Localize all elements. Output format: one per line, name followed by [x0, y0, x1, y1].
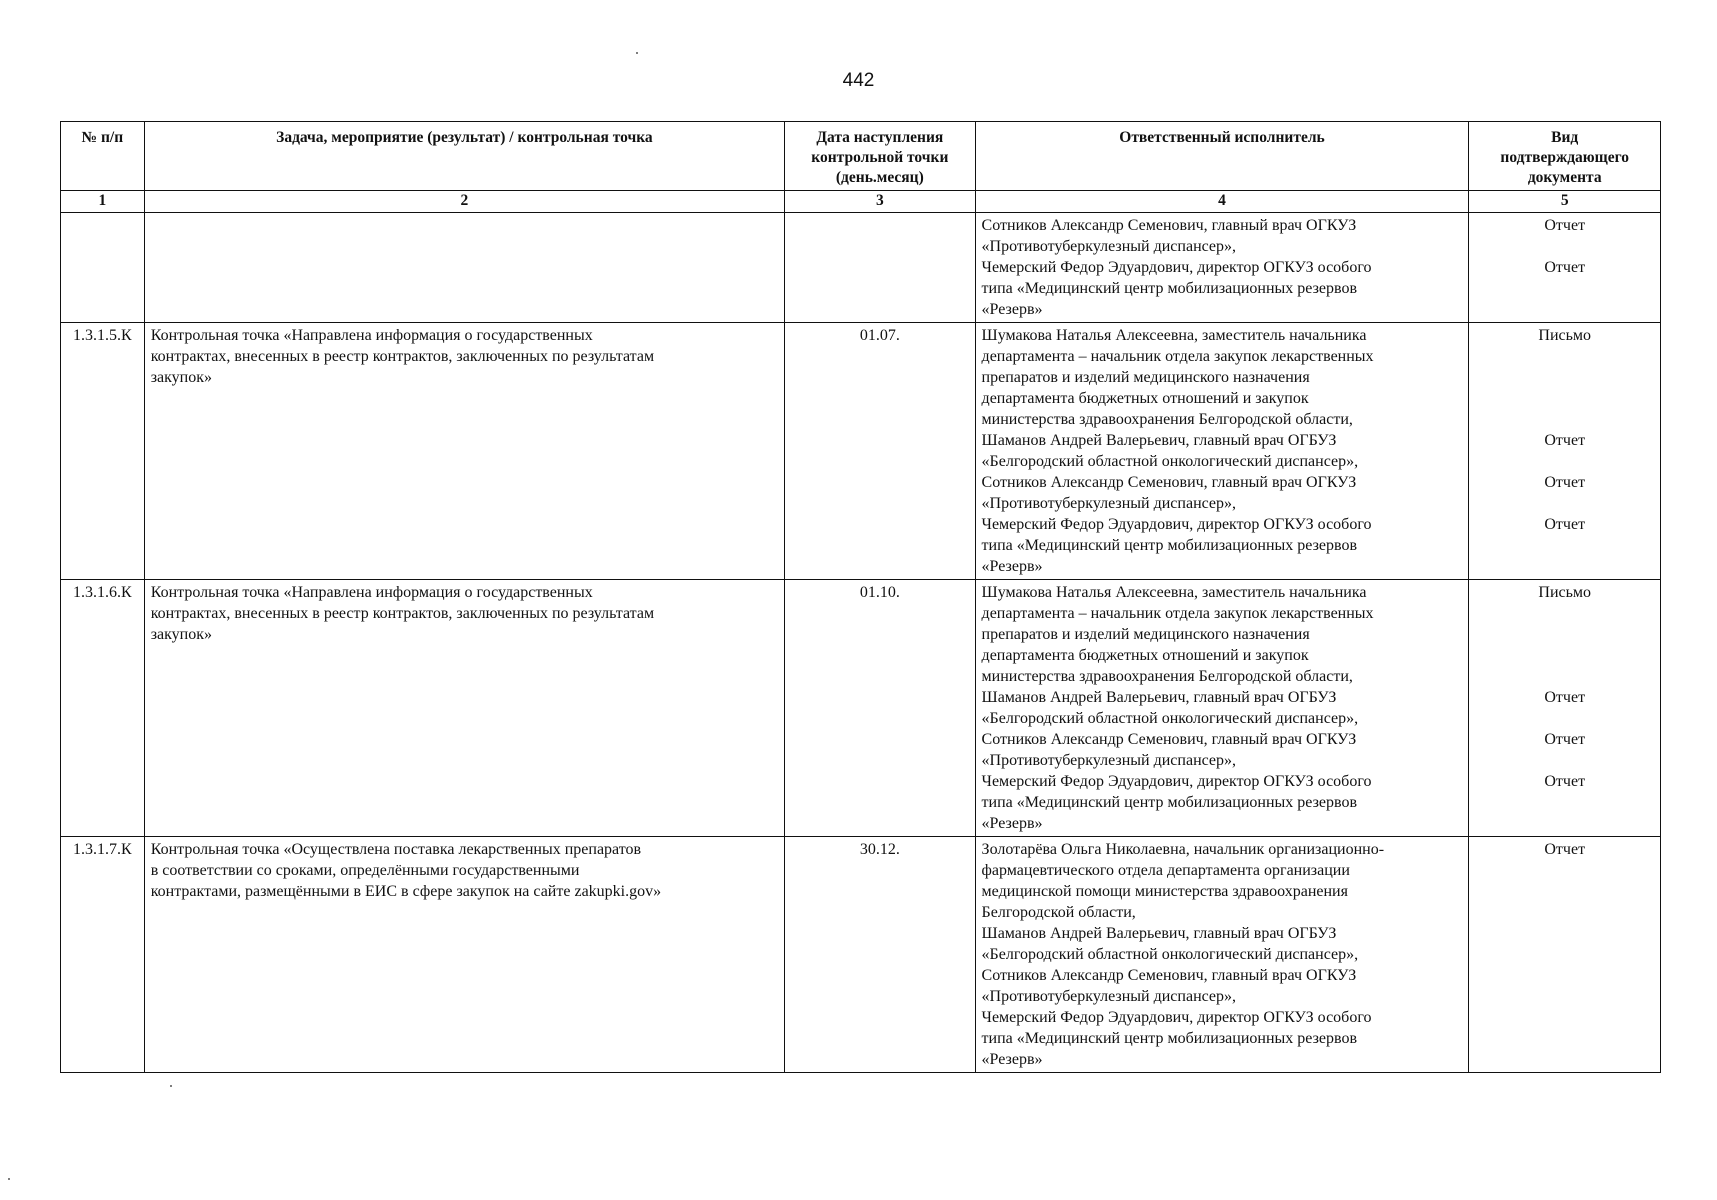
doc-type-spacer [1475, 535, 1654, 556]
page-number: 442 [842, 70, 875, 91]
table-row [61, 580, 1661, 837]
doc-type-spacer [1475, 603, 1654, 624]
control-date [785, 213, 975, 323]
executor-text-line: «Противотуберкулезный диспансер», [981, 238, 1237, 255]
scan-speck [636, 52, 638, 54]
executor-text-line: «Белгородский областной онкологический диспансер», [981, 946, 1359, 963]
doc-type-spacer [1475, 278, 1654, 299]
task-text-line: Контрольная точка «Осуществлена поставка лекарственных препаратов [150, 841, 642, 858]
doc-type-cell [1469, 580, 1661, 837]
executor-text-line: департамента – начальник отдела закупок лекарственных [981, 348, 1374, 365]
doc-type-spacer [1475, 860, 1654, 881]
doc-type-spacer [1475, 923, 1654, 944]
doc-type-spacer [1475, 299, 1654, 320]
executor-text-line: «Резерв» [981, 558, 1043, 575]
task-text-line: закупок» [150, 369, 213, 386]
header-doc-type [1469, 122, 1661, 191]
executor-text-line: Шаманов Андрей Валерьевич, главный врач ОГБУЗ [981, 925, 1337, 942]
executor-text-line: «Противотуберкулезный диспансер», [981, 495, 1237, 512]
doc-type-spacer [1475, 556, 1654, 577]
doc-type-spacer [1475, 236, 1654, 257]
header-doc-type-line: документа [1527, 169, 1602, 186]
doc-type-label: Отчет [1544, 731, 1586, 748]
doc-type-spacer [1475, 346, 1654, 367]
control-date: 30.12. [785, 837, 975, 1073]
executor-cell [975, 580, 1469, 837]
table-body [61, 213, 1661, 1073]
executor-text-line: Золотарёва Ольга Николаевна, начальник организационно- [981, 841, 1385, 858]
doc-type-spacer [1475, 813, 1654, 834]
executor-text-line: Чемерский Федор Эдуардович, директор ОГКУЗ особого [981, 773, 1372, 790]
executor-text-line: Сотников Александр Семенович, главный врач ОГКУЗ [981, 967, 1357, 984]
task-text-line: Контрольная точка «Направлена информация о государственных [150, 584, 593, 601]
doc-type-label: Отчет [1544, 689, 1586, 706]
column-number: 5 [1469, 191, 1661, 213]
task-cell [144, 323, 784, 580]
doc-type-spacer [1475, 750, 1654, 771]
doc-type-spacer [1475, 708, 1654, 729]
executor-text-line: Шаманов Андрей Валерьевич, главный врач ОГБУЗ [981, 689, 1337, 706]
doc-type-label: Отчет [1544, 841, 1586, 858]
doc-type-spacer [1475, 624, 1654, 645]
executor-text-line: «Противотуберкулезный диспансер», [981, 752, 1237, 769]
doc-type-spacer [1475, 666, 1654, 687]
task-cell [144, 213, 784, 323]
table-header-row [61, 122, 1661, 191]
executor-text-line: Чемерский Федор Эдуардович, директор ОГКУЗ особого [981, 259, 1372, 276]
row-number: 1.3.1.6.К [61, 580, 145, 837]
executor-text-line: «Белгородский областной онкологический диспансер», [981, 710, 1359, 727]
executor-text-line: Шумакова Наталья Алексеевна, заместитель начальника [981, 584, 1367, 601]
doc-type-spacer [1475, 388, 1654, 409]
scan-speck [8, 1178, 10, 1180]
header-date-line: контрольной точки [811, 149, 949, 166]
executor-text-line: Сотников Александр Семенович, главный врач ОГКУЗ [981, 731, 1357, 748]
row-number: 1.3.1.7.К [61, 837, 145, 1073]
executor-text-line: «Белгородский областной онкологический диспансер», [981, 453, 1359, 470]
executor-text-line: Шумакова Наталья Алексеевна, заместитель начальника [981, 327, 1367, 344]
table-row [61, 323, 1661, 580]
column-number: 1 [61, 191, 145, 213]
executor-text-line: департамента бюджетных отношений и закупок [981, 647, 1309, 664]
control-date: 01.10. [785, 580, 975, 837]
header-date-line: Дата наступления [816, 129, 944, 146]
doc-type-spacer [1475, 944, 1654, 965]
executor-text-line: «Резерв» [981, 815, 1043, 832]
executor-text-line: типа «Медицинский центр мобилизационных резервов [981, 1030, 1357, 1047]
task-text-line: в соответствии со сроками, определёнными государственными [150, 862, 580, 879]
table-row [61, 213, 1661, 323]
executor-text-line: Сотников Александр Семенович, главный врач ОГКУЗ [981, 474, 1357, 491]
doc-type-cell [1469, 837, 1661, 1073]
doc-type-spacer [1475, 986, 1654, 1007]
doc-type-cell [1469, 323, 1661, 580]
task-cell [144, 837, 784, 1073]
header-executor: Ответственный исполнитель [975, 122, 1469, 191]
doc-type-label: Отчет [1544, 217, 1586, 234]
doc-type-spacer [1475, 645, 1654, 666]
header-doc-type-line: подтверждающего [1500, 149, 1630, 166]
scan-speck [170, 1085, 172, 1087]
doc-type-spacer [1475, 451, 1654, 472]
task-cell [144, 580, 784, 837]
control-date: 01.07. [785, 323, 975, 580]
doc-type-spacer [1475, 367, 1654, 388]
row-number [61, 213, 145, 323]
executor-cell [975, 323, 1469, 580]
executor-text-line: «Противотуберкулезный диспансер», [981, 988, 1237, 1005]
executor-text-line: «Резерв» [981, 1051, 1043, 1068]
executor-cell [975, 213, 1469, 323]
header-date [785, 122, 975, 191]
doc-type-spacer [1475, 1007, 1654, 1028]
doc-type-label: Письмо [1538, 584, 1592, 601]
task-text-line: контрактами, размещёнными в ЕИС в сфере закупок на сайте zakupki.gov» [150, 883, 662, 900]
doc-type-spacer [1475, 792, 1654, 813]
executor-text-line: министерства здравоохранения Белгородской области, [981, 668, 1353, 685]
executor-text-line: Чемерский Федор Эдуардович, директор ОГКУЗ особого [981, 1009, 1372, 1026]
task-text-line: контрактах, внесенных в реестр контрактов, заключенных по результатам [150, 348, 655, 365]
executor-text-line: препаратов и изделий медицинского назначения [981, 369, 1310, 386]
header-number: № п/п [61, 122, 145, 191]
executor-text-line: департамента бюджетных отношений и закупок [981, 390, 1309, 407]
column-number: 4 [975, 191, 1469, 213]
row-number: 1.3.1.5.К [61, 323, 145, 580]
column-number: 3 [785, 191, 975, 213]
executor-cell [975, 837, 1469, 1073]
executor-text-line: Белгородской области, [981, 904, 1136, 921]
doc-type-spacer [1475, 902, 1654, 923]
doc-type-spacer [1475, 1028, 1654, 1049]
doc-type-cell [1469, 213, 1661, 323]
doc-type-label: Письмо [1538, 327, 1592, 344]
executor-text-line: министерства здравоохранения Белгородской области, [981, 411, 1353, 428]
doc-type-spacer [1475, 1049, 1654, 1070]
doc-type-label: Отчет [1544, 773, 1586, 790]
control-points-table [60, 121, 1661, 1073]
executor-text-line: департамента – начальник отдела закупок лекарственных [981, 605, 1374, 622]
doc-type-spacer [1475, 409, 1654, 430]
task-text-line: закупок» [150, 626, 213, 643]
executor-text-line: типа «Медицинский центр мобилизационных резервов [981, 537, 1357, 554]
doc-type-spacer [1475, 493, 1654, 514]
doc-type-spacer [1475, 881, 1654, 902]
header-date-line: (день.месяц) [835, 169, 924, 186]
doc-type-label: Отчет [1544, 516, 1586, 533]
table-row [61, 837, 1661, 1073]
executor-text-line: препаратов и изделий медицинского назначения [981, 626, 1310, 643]
column-number-row [61, 191, 1661, 213]
executor-text-line: фармацевтического отдела департамента организации [981, 862, 1350, 879]
doc-type-label: Отчет [1544, 259, 1586, 276]
task-text-line: контрактах, внесенных в реестр контрактов, заключенных по результатам [150, 605, 655, 622]
executor-text-line: медицинской помощи министерства здравоохранения [981, 883, 1348, 900]
header-task: Задача, мероприятие (результат) / контрольная точка [144, 122, 784, 191]
executor-text-line: типа «Медицинский центр мобилизационных резервов [981, 794, 1357, 811]
doc-type-label: Отчет [1544, 474, 1586, 491]
task-text-line: Контрольная точка «Направлена информация о государственных [150, 327, 593, 344]
column-number: 2 [144, 191, 784, 213]
executor-text-line: Шаманов Андрей Валерьевич, главный врач ОГБУЗ [981, 432, 1337, 449]
doc-type-label: Отчет [1544, 432, 1586, 449]
header-doc-type-line: Вид [1551, 129, 1579, 146]
executor-text-line: «Резерв» [981, 301, 1043, 318]
executor-text-line: Чемерский Федор Эдуардович, директор ОГКУЗ особого [981, 516, 1372, 533]
executor-text-line: Сотников Александр Семенович, главный врач ОГКУЗ [981, 217, 1357, 234]
doc-type-spacer [1475, 965, 1654, 986]
executor-text-line: типа «Медицинский центр мобилизационных резервов [981, 280, 1357, 297]
